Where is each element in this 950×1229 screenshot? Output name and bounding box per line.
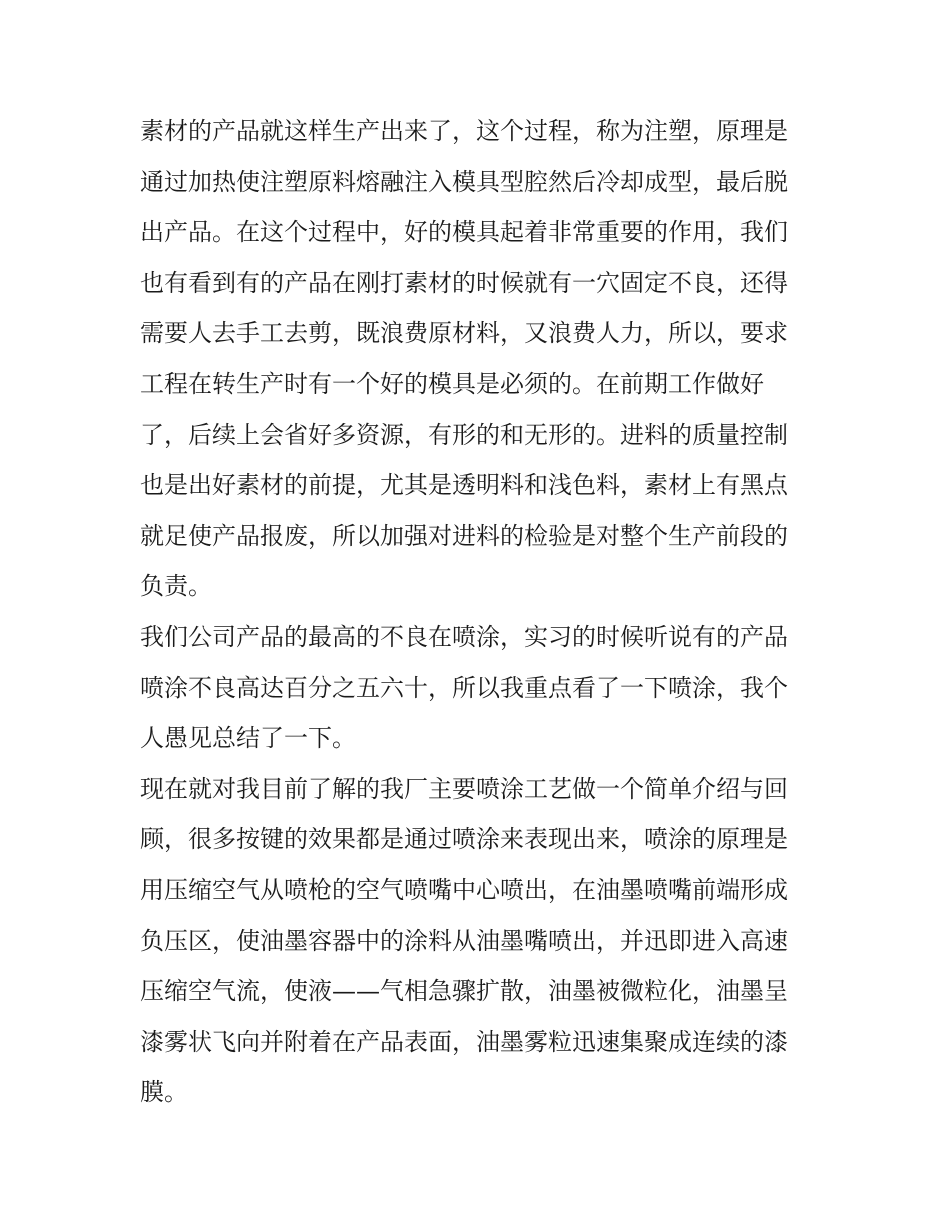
- text-line: 素材的产品就这样生产出来了，这个过程，称为注塑，原理是: [140, 117, 788, 145]
- text-line: 通过加热使注塑原料熔融注入模具型腔然后冷却成型，最后脱: [140, 167, 788, 196]
- text-line: 用压缩空气从喷枪的空气喷嘴中心喷出，在油墨喷嘴前端形成: [140, 875, 788, 904]
- text-line: 负责。: [140, 572, 212, 601]
- text-line: 现在就对我目前了解的我厂主要喷涂工艺做一个简单介绍与回: [140, 774, 788, 803]
- text-line: 膜。: [140, 1078, 188, 1107]
- text-line: 喷涂不良高达百分之五六十，所以我重点看了一下喷涂，我个: [140, 673, 788, 702]
- text-line: 我们公司产品的最高的不良在喷涂，实习的时候听说有的产品: [140, 622, 788, 651]
- text-line: 了，后续上会省好多资源，有形的和无形的。进料的质量控制: [140, 420, 788, 449]
- text-line: 也有看到有的产品在刚打素材的时候就有一穴固定不良，还得: [140, 268, 788, 297]
- text-line: 负压区，使油墨容器中的涂料从油墨嘴喷出，并迅即进入高速: [140, 926, 788, 955]
- text-line: 压缩空气流，使液——气相急骤扩散，油墨被微粒化，油墨呈: [140, 977, 788, 1006]
- text-line: 顾，很多按键的效果都是通过喷涂来表现出来，喷涂的原理是: [140, 825, 788, 854]
- text-line: 需要人去手工去剪，既浪费原材料，又浪费人力，所以，要求: [140, 319, 788, 348]
- text-line: 工程在转生产时有一个好的模具是必须的。在前期工作做好: [140, 369, 764, 398]
- text-line: 出产品。在这个过程中，好的模具起着非常重要的作用，我们: [140, 218, 788, 247]
- text-line: 也是出好素材的前提，尤其是透明料和浅色料，素材上有黑点: [140, 471, 788, 500]
- text-line: 就足使产品报废，所以加强对进料的检验是对整个生产前段的: [140, 521, 788, 550]
- text-line: 漆雾状飞向并附着在产品表面，油墨雾粒迅速集聚成连续的漆: [140, 1027, 788, 1056]
- text-line: 人愚见总结了一下。: [140, 724, 356, 753]
- body-text: [140, 106, 830, 1118]
